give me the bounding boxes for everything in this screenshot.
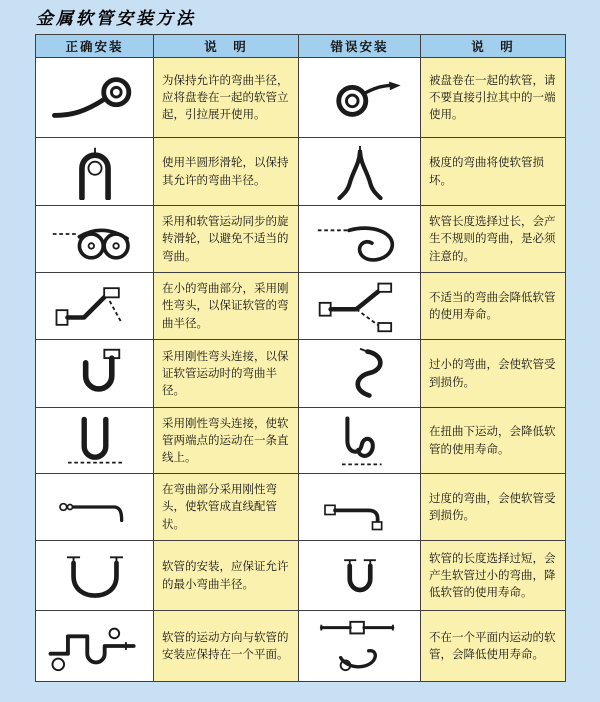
wrong-description: 被盘卷在一起的软管，请不要直接引拉其中的一端使用。	[421, 58, 566, 138]
coil-end-pulled-icon	[310, 69, 410, 127]
u-loop-straight-line-icon	[45, 414, 145, 468]
table-row	[36, 611, 566, 682]
correct-illustration-cell	[36, 206, 154, 273]
table-row	[36, 273, 566, 340]
twisted-u-loop-icon	[310, 414, 410, 468]
correct-description: 采用刚性弯头连接，使软管两端点的运动在一条直线上。	[154, 408, 299, 474]
table-row	[36, 541, 566, 611]
out-of-plane-hoses-icon	[310, 617, 410, 675]
wrong-illustration-cell	[299, 611, 421, 682]
wrong-illustration-cell	[299, 206, 421, 273]
correct-illustration-cell	[36, 474, 154, 541]
installation-table	[35, 34, 566, 682]
wrong-description: 不在一个平面内运动的软管，会降低使用寿命。	[421, 611, 566, 682]
correct-illustration-cell	[36, 273, 154, 340]
table-row	[36, 206, 566, 273]
header-row	[36, 35, 566, 58]
wrong-illustration-cell	[299, 340, 421, 408]
wrong-description: 极度的弯曲将使软管损坏。	[421, 138, 566, 206]
correct-description: 为保持允许的弯曲半径，应将盘卷在一起的软管立起，引拉展开使用。	[154, 58, 299, 138]
correct-description: 使用半圆形滑轮，以保持其允许的弯曲半径。	[154, 138, 299, 206]
header-wrong-description: 说 明	[421, 35, 566, 58]
s-hook-bend-icon	[310, 346, 410, 402]
semicircular-pulley-icon	[45, 144, 145, 200]
correct-description: 在弯曲部分采用刚性弯头，使软管成直线配管状。	[154, 474, 299, 541]
table-row	[36, 340, 566, 408]
single-plane-trap-icon	[43, 617, 147, 675]
correct-illustration-cell	[36, 541, 154, 611]
header-wrong-install: 错误安装	[299, 35, 421, 58]
correct-illustration-cell	[36, 408, 154, 474]
wrong-description: 过小的弯曲，会使软管受到损伤。	[421, 340, 566, 408]
kinked-hanging-hose-icon	[310, 144, 410, 200]
table-row	[36, 58, 566, 138]
wrong-illustration-cell	[299, 273, 421, 340]
upright-coil-hose-icon	[45, 69, 145, 127]
wrong-illustration-cell	[299, 541, 421, 611]
header-correct-description: 说 明	[154, 35, 299, 58]
irregular-loop-icon	[310, 212, 410, 267]
wrong-illustration-cell	[299, 474, 421, 541]
table-row	[36, 474, 566, 541]
correct-illustration-cell	[36, 58, 154, 138]
correct-description: 软管的安装，应保证允许的最小弯曲半径。	[154, 541, 299, 611]
straight-run-elbow-icon	[45, 482, 145, 532]
tight-u-icon	[310, 548, 410, 604]
correct-illustration-cell	[36, 340, 154, 408]
overbent-elbow-icon	[310, 482, 410, 532]
wrong-description: 不适当的弯曲会降低软管的使用寿命。	[421, 273, 566, 340]
page-title: 金属软管安装方法	[36, 9, 196, 29]
wrong-illustration-cell	[299, 58, 421, 138]
wrong-description: 在扭曲下运动，会降低软管的使用寿命。	[421, 408, 566, 474]
wrong-description: 软管的长度选择过短，会产生软管过小的弯曲，降低软管的使用寿命。	[421, 541, 566, 611]
correct-description: 采用刚性弯头连接，以保证软管运动时的弯曲半径。	[154, 340, 299, 408]
wide-u-icon	[45, 548, 145, 604]
rigid-elbow-small-bend-icon	[45, 279, 145, 334]
sharp-y-bend-icon	[310, 279, 410, 334]
wrong-description: 软管长度选择过长，会产生不规则的弯曲，是必须注意的。	[421, 206, 566, 273]
correct-description: 采用和软管运动同步的旋转滑轮，以避免不适当的弯曲。	[154, 206, 299, 273]
correct-illustration-cell	[36, 611, 154, 682]
correct-description: 软管的运动方向与软管的安装应保持在一个平面。	[154, 611, 299, 682]
header-correct-install: 正确安装	[36, 35, 154, 58]
correct-illustration-cell	[36, 138, 154, 206]
wrong-description: 过度的弯曲，会使软管受到损伤。	[421, 474, 566, 541]
rigid-elbow-j-bend-icon	[45, 346, 145, 402]
rotating-pulleys-icon	[45, 212, 145, 267]
correct-description: 在小的弯曲部分，采用刚性弯头，以保证软管的弯曲半径。	[154, 273, 299, 340]
table-row	[36, 408, 566, 474]
wrong-illustration-cell	[299, 408, 421, 474]
wrong-illustration-cell	[299, 138, 421, 206]
table-row	[36, 138, 566, 206]
